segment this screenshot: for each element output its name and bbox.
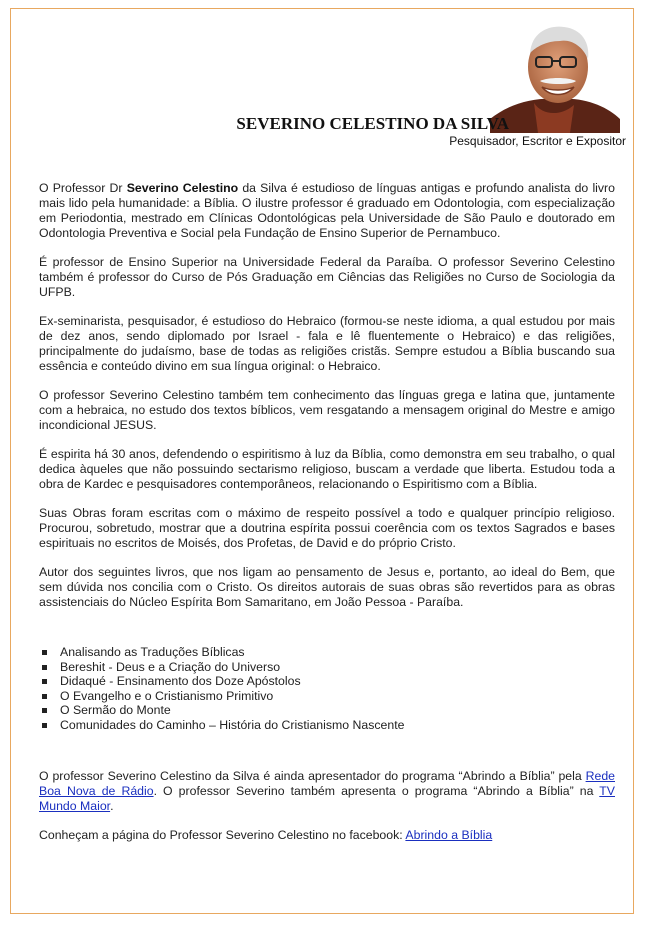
portrait-photo-icon xyxy=(490,23,620,133)
list-item: Bereshit - Deus e a Criação do Universo xyxy=(39,660,615,675)
programs-text: . O professor Severino também apresenta o programa “Abrindo a Bíblia” na xyxy=(153,783,600,798)
bio-paragraph-2: É professor de Ensino Superior na Universidade Federal da Paraíba. O professor Severino Celestino também é professor do Curso de Pós Graduação em Ciências das Religiões no Curso de Sociologia da UFPB. xyxy=(39,255,615,299)
bio-paragraph-3: Ex-seminarista, pesquisador, é estudioso do Hebraico (formou-se neste idioma, a qual estudou por mais de dez anos, sendo diplomado por Israel - fala e lê fluentemente o Hebraico) e das religiões, principalmente do judaísmo, base de todas as religiões cristãs. Sempre estudou a Bíblia buscando sua essência e conteúdo divino em sua língua original: o Hebraico. xyxy=(39,314,615,373)
list-item: O Evangelho e o Cristianismo Primitivo xyxy=(39,689,615,704)
programs-text: . xyxy=(110,798,114,813)
tv-mundo-maior-link[interactable]: TV Mundo Maior xyxy=(39,783,615,813)
rede-boa-nova-link[interactable]: Rede Boa Nova de Rádio xyxy=(39,768,615,798)
list-item: Analisando as Traduções Bíblicas xyxy=(39,645,615,660)
list-item: Didaqué - Ensinamento dos Doze Apóstolos xyxy=(39,674,615,689)
facebook-paragraph xyxy=(39,828,615,843)
bio-paragraph-7: Autor dos seguintes livros, que nos ligam ao pensamento de Jesus e, portanto, ao ideal do Bem, que sem dúvida nos concilia com o Cristo. Os direitos autorais de suas obras são revertidos para as obras assistenciais do Núcleo Espírita Bom Samaritano, em João Pessoa - Paraíba. xyxy=(39,565,615,609)
page-title: SEVERINO CELESTINO DA SILVA xyxy=(236,114,509,133)
list-item: O Sermão do Monte xyxy=(39,703,615,718)
bio-paragraph-5: É espirita há 30 anos, defendendo o espiritismo à luz da Bíblia, como demonstra em seu trabalho, o qual dedica àqueles que não possuindo sectarismo religioso, buscam a verdade que liberta. Estudou toda a obra de Kardec e pesquisadores contemporâneos, relacionando o Espiritismo com a Bíblia. xyxy=(39,447,615,491)
facebook-page-link[interactable]: Abrindo a Bíblia xyxy=(405,827,493,842)
programs-text: O professor Severino Celestino da Silva é ainda apresentador do programa “Abrindo a Bíblia” pela xyxy=(39,768,586,783)
bio-text: O Professor Dr xyxy=(39,181,127,195)
works-list xyxy=(39,645,615,733)
facebook-text: Conheçam a página do Professor Severino Celestino no facebook: xyxy=(39,827,406,842)
bio-name-bold: Severino Celestino xyxy=(126,181,239,195)
list-item: Comunidades do Caminho – História do Cristianismo Nascente xyxy=(39,718,615,733)
page-subtitle: Pesquisador, Escritor e Expositor xyxy=(449,134,626,148)
page-frame xyxy=(10,8,634,914)
bio-text: da Silva é estudioso de línguas antigas e profundo analista do livro mais lido pela humanidade: a Bíblia. O ilustre professor é graduado em Odontologia, com especialização em Periodontia, mestrado em Clínicas Odontológicas pela Universidade de São Paulo e doutorado em Odontologia Preventiva e Social pela Fundação de Ensino Superior de Pernambuco. xyxy=(39,181,615,240)
programs-paragraph xyxy=(39,769,615,814)
bio-paragraph-1 xyxy=(39,181,615,241)
bio-content xyxy=(39,181,615,857)
bio-paragraph-6: Suas Obras foram escritas com o máximo de respeito possível a todo e qualquer princípio religioso. Procurou, sobretudo, mostrar que a doutrina espírita possui coerência com os textos Sagrados e bases espirituais no escritos de Moisés, dos Profetas, de David e do próprio Cristo. xyxy=(39,506,615,550)
bio-paragraph-4: O professor Severino Celestino também tem conhecimento das línguas grega e latina que, juntamente com a hebraica, no estudo dos textos bíblicos, vem resgatando a mensagem original do Mestre e amigo incondicional JESUS. xyxy=(39,388,615,432)
